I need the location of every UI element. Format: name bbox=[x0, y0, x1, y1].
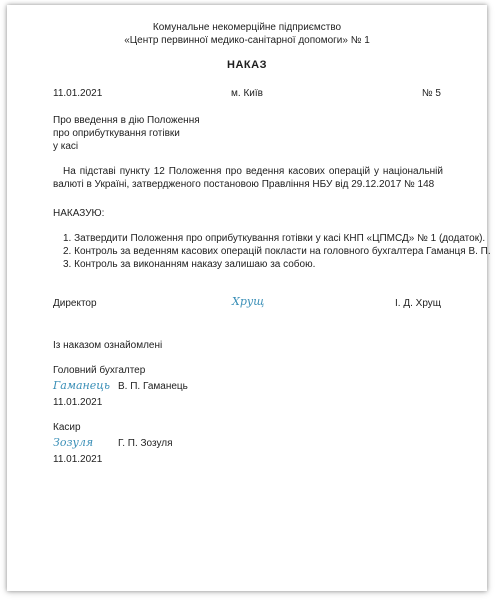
document-title: НАКАЗ bbox=[227, 59, 267, 71]
director-name: І. Д. Хрущ bbox=[394, 298, 441, 309]
document-subject bbox=[53, 114, 200, 153]
organization-name-line2: «Центр первинної медико-санітарної допомоги» № 1 bbox=[124, 35, 370, 46]
order-item: 2. Контроль за веденням касових операцій покласти на головного бухгалтера Гаманця В. П. bbox=[63, 246, 491, 257]
acquainted-signature: Зозуля bbox=[53, 436, 94, 449]
acquainted-position: Головний бухгалтер bbox=[53, 365, 146, 376]
document-date: 11.01.2021 bbox=[53, 88, 103, 99]
order-word: НАКАЗУЮ: bbox=[53, 208, 105, 219]
acquainted-name: Г. П. Зозуля bbox=[118, 438, 173, 449]
subject-line: про оприбуткування готівки bbox=[53, 128, 180, 139]
document-number: № 5 bbox=[421, 88, 441, 99]
director-position: Директор bbox=[53, 298, 97, 309]
document-sheet bbox=[7, 5, 491, 591]
order-item: 3. Контроль за виконанням наказу залишаю за собою. bbox=[63, 259, 316, 270]
subject-line: у касі bbox=[53, 141, 79, 152]
basis-paragraph: На підставі пункту 12 Положення про ведення касових операцій у національній валюті в Україні, затвердженого постановою Правління НБУ від 29.12.2017 № 148 bbox=[53, 166, 443, 190]
director-signature: Хрущ bbox=[232, 295, 265, 308]
acquainted-name: В. П. Гаманець bbox=[118, 381, 188, 392]
acquainted-date: 11.01.2021 bbox=[53, 397, 103, 408]
acquainted-date: 11.01.2021 bbox=[53, 454, 103, 465]
document-meta-row bbox=[53, 87, 441, 100]
order-items-list bbox=[63, 232, 491, 271]
acquainted-position: Касир bbox=[53, 422, 81, 433]
acquainted-heading: Із наказом ознайомлені bbox=[53, 340, 163, 351]
director-signature-row bbox=[53, 295, 441, 311]
organization-name-line1: Комунальне некомерційне підприємство bbox=[152, 22, 342, 33]
order-item: 1. Затвердити Положення про оприбуткування готівки у касі КНП «ЦПМСД» № 1 (додаток). bbox=[63, 233, 486, 244]
document-city: м. Київ bbox=[231, 88, 263, 99]
subject-line: Про введення в дію Положення bbox=[53, 115, 200, 126]
acquainted-signature: Гаманець bbox=[53, 379, 110, 392]
